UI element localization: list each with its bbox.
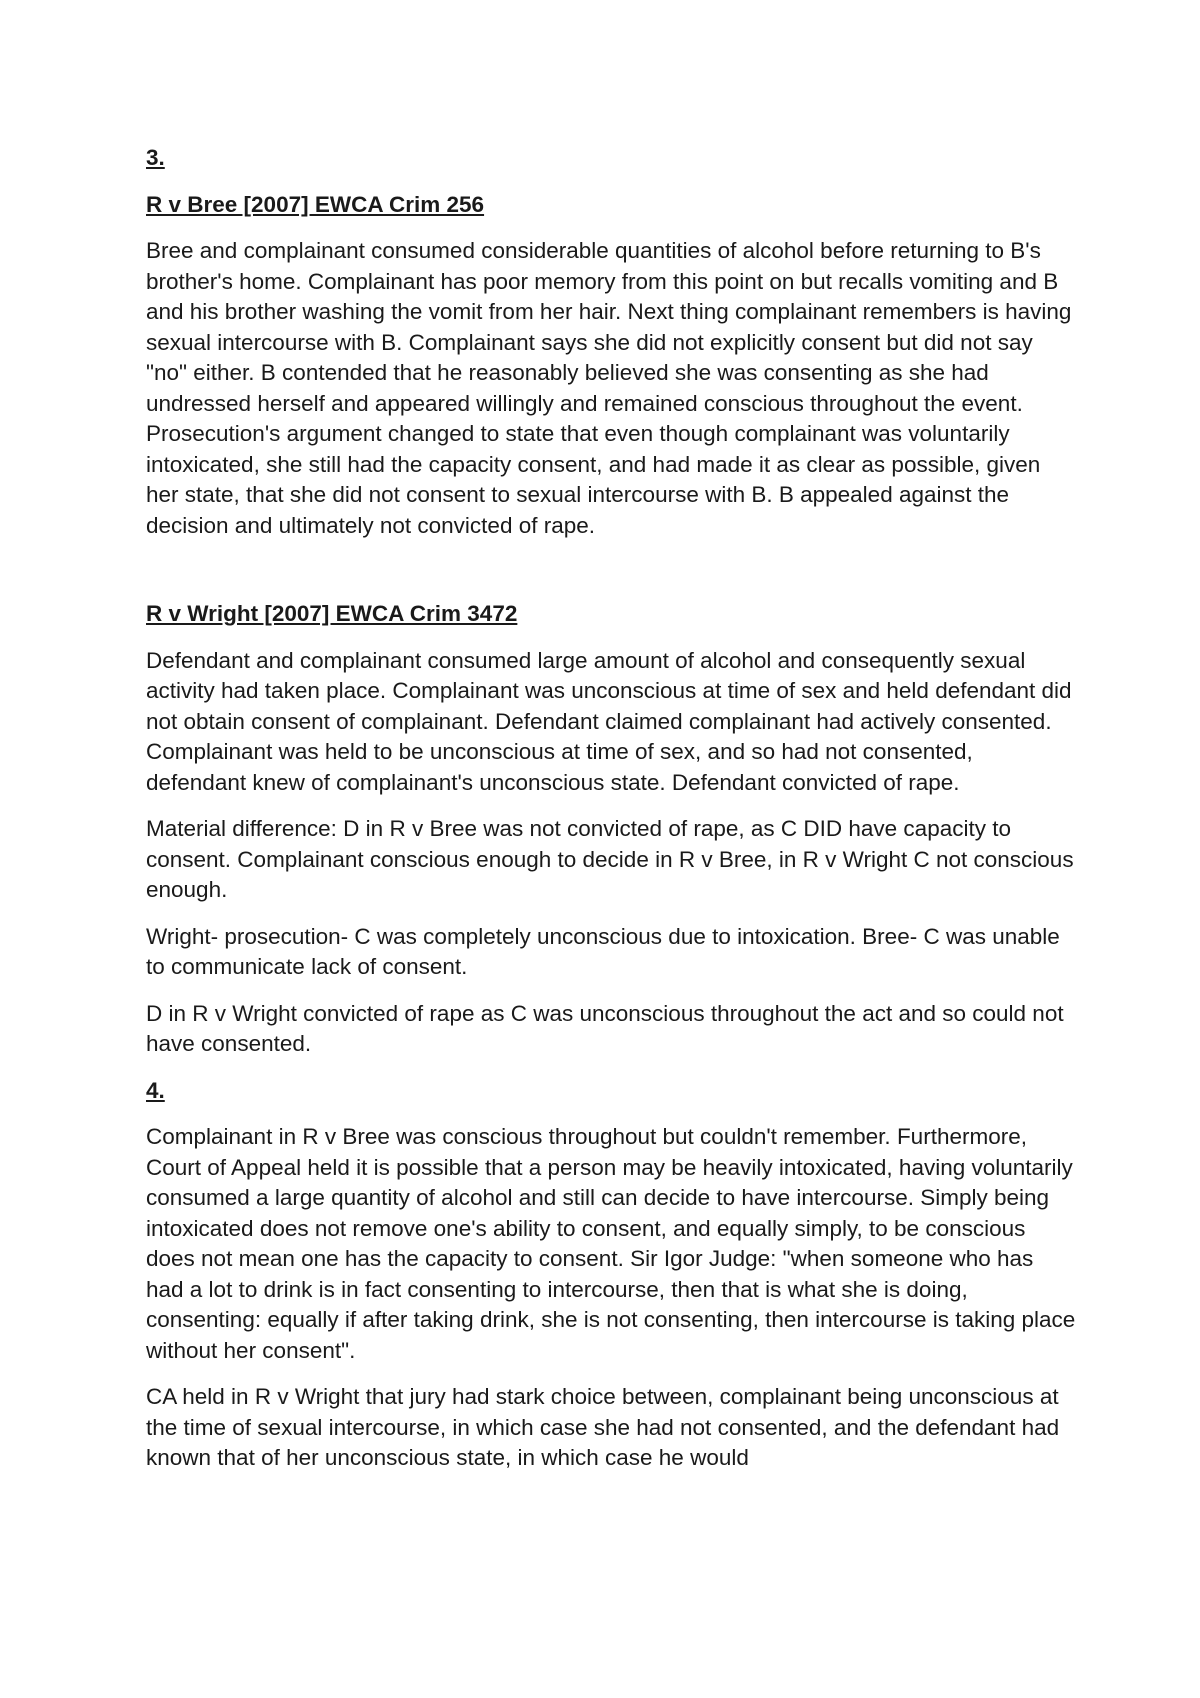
section-number-3: 3. (146, 145, 165, 170)
case-summary-wright: Defendant and complainant consumed large amount of alcohol and consequently sexual activity had taken place. Complainant was unconscious at time of sex and held defendant did not obtain consent of complainant. Defendant claimed complainant had actively consented. Complainant was held to be unconscious at time of sex, and so had not consented, defendant knew of complainant's unconscious state. Defendant convicted of rape. (146, 647, 1072, 795)
case-heading-bree: R v Bree [2007] EWCA Crim 256 (146, 191, 485, 217)
document-page (146, 143, 1076, 1474)
wright-analysis-paragraph: CA held in R v Wright that jury had stark choice between, complainant being unconscious at the time of sexual intercourse, in which case she had not consented, and the defendant had known that of her unconscious state, in which case he would (146, 1384, 1060, 1470)
prosecution-note-paragraph: Wright- prosecution- C was completely unconscious due to intoxication. Bree- C was unable to communicate lack of consent. (146, 923, 1060, 979)
material-difference-paragraph: Material difference: D in R v Bree was not convicted of rape, as C DID have capacity to consent. Complainant conscious enough to decide in R v Bree, in R v Wright C not conscious enough. (146, 816, 1074, 902)
case-heading-wright: R v Wright [2007] EWCA Crim 3472 (146, 601, 518, 626)
conclusion-paragraph: D in R v Wright convicted of rape as C was unconscious throughout the act and so could not have consented. (146, 1000, 1064, 1056)
section-number-4: 4. (146, 1077, 165, 1103)
case-summary-bree: Bree and complainant consumed considerable quantities of alcohol before returning to B's brother's home. Complainant has poor memory from this point on but recalls vomiting and B and his brother washing the vomit from her hair. Next thing complainant remembers is having sexual intercourse with B. Complainant says she did not explicitly consent but did not say "no" either. B contended that he reasonably believed she was consenting as she had undressed herself and appeared willingly and remained conscious throughout the event. Prosecution's argument changed to state that even though complainant was voluntarily intoxicated, she still had the capacity consent, and had made it as clear as possible, given her state, that she did not consent to sexual intercourse with B. B appealed against the decision and ultimately not convicted of rape. (146, 238, 1072, 538)
bree-analysis-paragraph: Complainant in R v Bree was conscious throughout but couldn't remember. Furthermore, Court of Appeal held it is possible that a person may be heavily intoxicated, having voluntarily consumed a large quantity of alcohol and still can decide to have intercourse. Simply being intoxicated does not remove one's ability to consent, and equally simply, to be conscious does not mean one has the capacity to consent. Sir Igor Judge: "when someone who has had a lot to drink is in fact consenting to intercourse, then that is what she is doing, consenting: equally if after taking drink, she is not consenting, then intercourse is taking place without her consent". (146, 1124, 1076, 1363)
